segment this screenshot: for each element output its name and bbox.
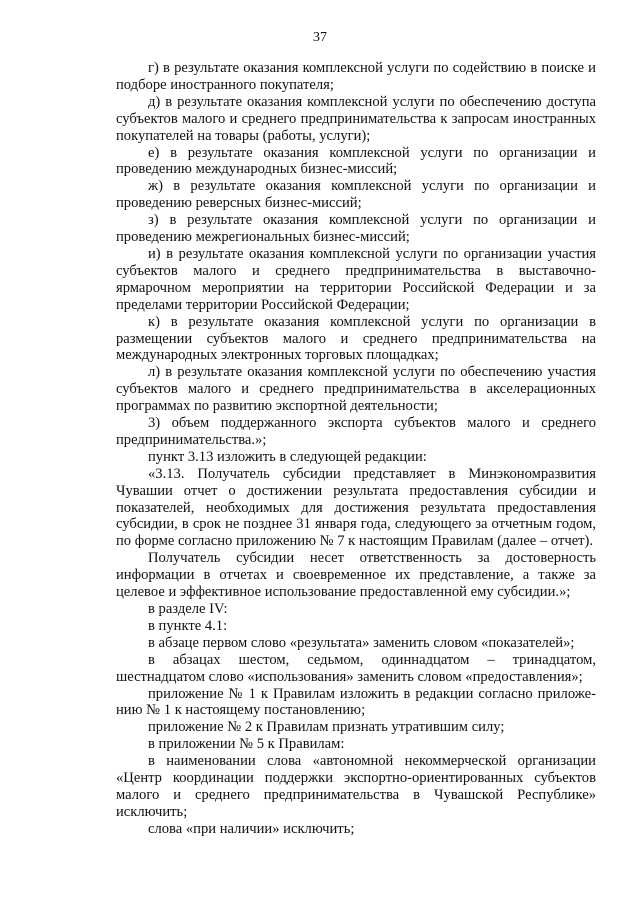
paragraph-naming: в наименовании слова «автономной некоммерческой организации «Центр координации поддержки экспортно-ориентированных субъектов малого и среднего предпринимательства в Чувашской Республике» исключить; xyxy=(116,753,596,820)
paragraph-if-present: слова «при наличии» исключить; xyxy=(148,820,355,837)
paragraph-first-abzac: в абзаце первом слово «результата» заменить словом «показателей»; xyxy=(148,634,575,651)
paragraph-i: и) в результате оказания комплексной услуги по организации участия субъектов малого и среднего предпринимательства в выставочно-ярмарочном мероприятии на территории Российской Федерации и за пределами территории Российской Федерации; xyxy=(116,245,596,313)
page-number: 37 xyxy=(313,30,327,45)
paragraph-abzacs: в абзацах шестом, седьмом, одиннадцатом – тринадцатом, шестнадцатом слово «использования» заменить словом «предоставления»; xyxy=(116,651,596,685)
paragraph-l: л) в результате оказания комплексной услуги по обеспечению участия субъектов малого и среднего предпринимательства в акселерационных программах по развитию экспортной деятельности; xyxy=(116,364,596,415)
document-body xyxy=(116,60,596,838)
paragraph-3: 3) объем поддержанного экспорта субъектов малого и среднего предпринимательства.»; xyxy=(116,415,596,448)
paragraph-appendix-1: приложение № 1 к Правилам изложить в редакции согласно приложению № 1 к настоящему постановлению; xyxy=(116,685,596,719)
paragraph-section-iv: в разделе IV: xyxy=(148,601,228,617)
paragraph-zh: ж) в результате оказания комплексной услуги по организации и проведению реверсных бизнес-миссий; xyxy=(116,178,596,212)
paragraph-point-4-1: в пункте 4.1: xyxy=(148,617,228,634)
paragraph-d: д) в результате оказания комплексной услуги по обеспечению доступа субъектов малого и среднего предпринимательства к запросам иностранных покупателей на товары (работы, услуги); xyxy=(116,93,596,144)
paragraph-e: е) в результате оказания комплексной услуги по организации и проведению международных бизнес-миссий; xyxy=(116,144,596,178)
paragraph-3-13-text: «3.13. Получатель субсидии представляет в Минэкономразвития Чувашии отчет о достижении результата предоставления субсидии и показателей, необходимых для достижения результата предоставления субсидии, в срок не позднее 31 января года, следующего за отчетным годом, по форме согласно приложению № 7 к настоящим Правилам (далее – отчет). xyxy=(116,465,596,550)
paragraph-z: з) в результате оказания комплексной услуги по организации и проведению межрегиональных бизнес-миссий; xyxy=(116,212,596,246)
paragraph-appendix-5: в приложении № 5 к Правилам: xyxy=(148,736,345,753)
paragraph-responsibility: Получатель субсидии несет ответственность за достоверность информации в отчетах и своевременное их представление, а также за целевое и эффективное использование предоставленной ему субсидии.»; xyxy=(116,550,596,601)
paragraph-appendix-2: приложение № 2 к Правилам признать утратившим силу; xyxy=(148,719,505,736)
paragraph-g: г) в результате оказания комплексной услуги по содействию в поиске и подборе иностранного покупателя; xyxy=(116,60,596,93)
paragraph-k: к) в результате оказания комплексной услуги по организации в размещении субъектов малого и среднего предпринимательства на международных электронных торговых площадках; xyxy=(116,313,596,364)
paragraph-point-3-13: пункт 3.13 изложить в следующей редакции: xyxy=(148,448,427,465)
